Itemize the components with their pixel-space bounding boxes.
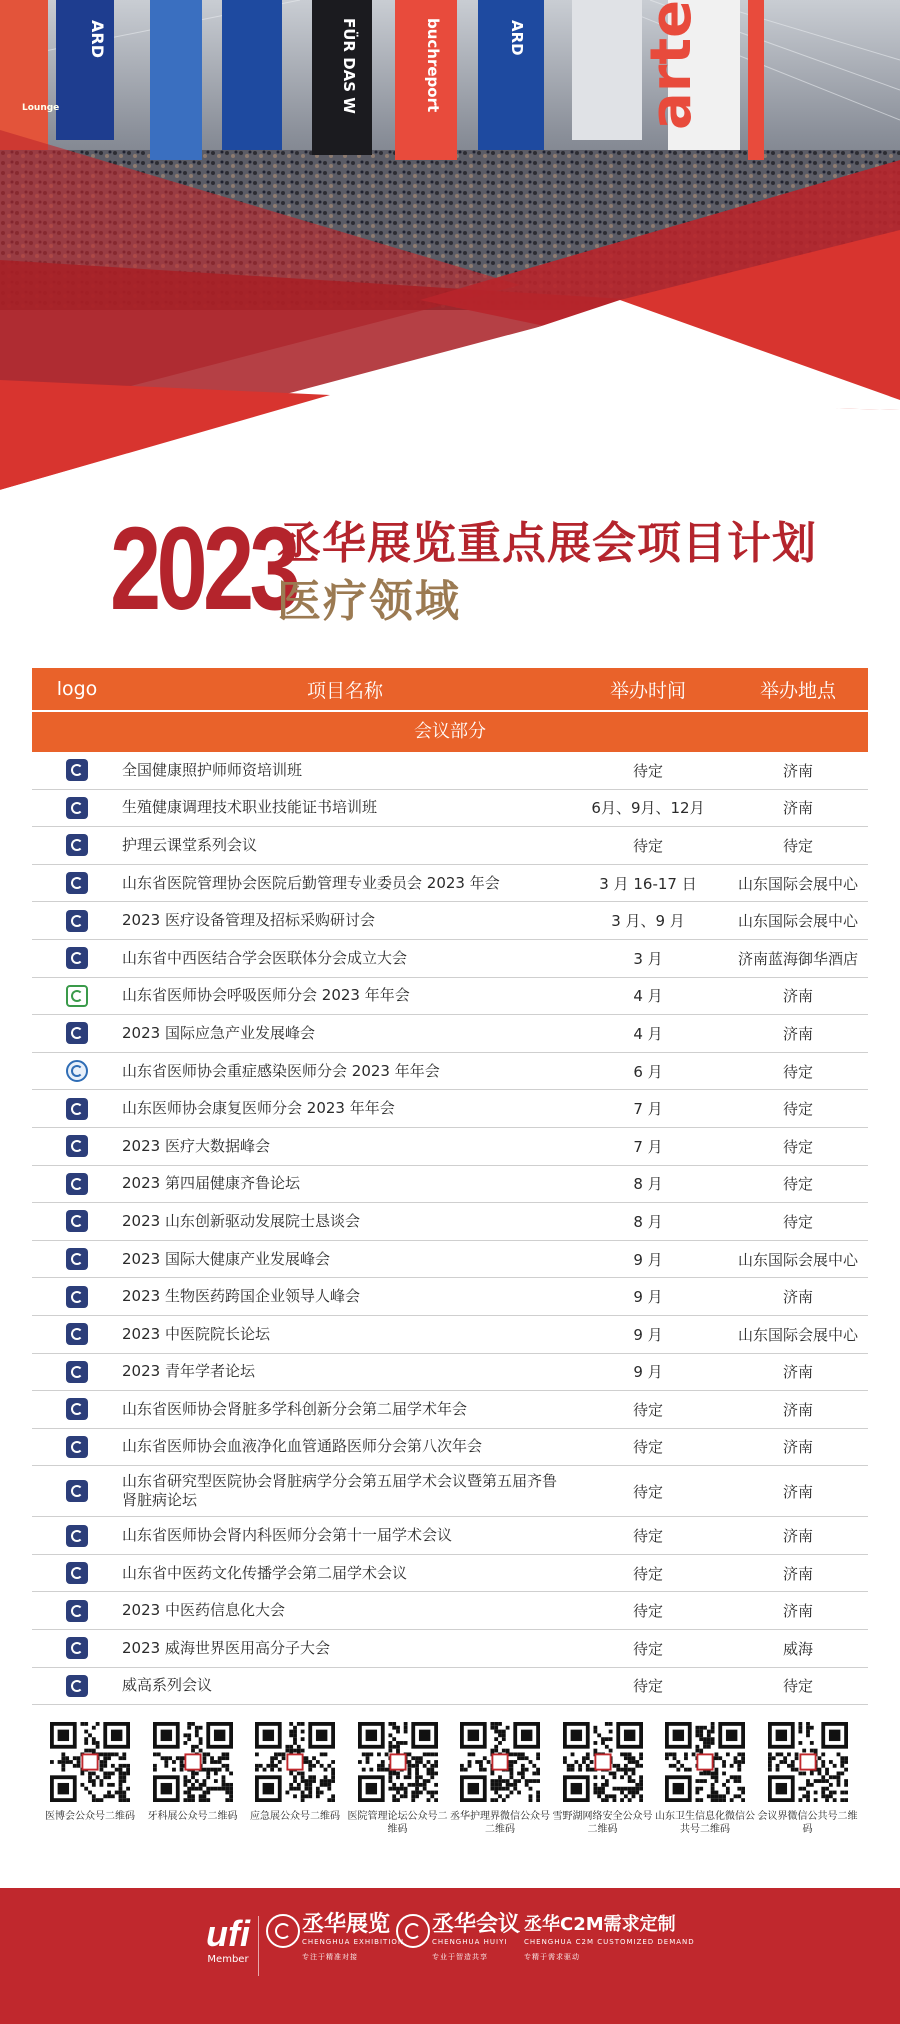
row-project-name: 2023 医疗设备管理及招标采购研讨会 xyxy=(122,911,375,930)
table-row xyxy=(32,1517,868,1555)
row-place: 济南 xyxy=(782,987,813,1006)
hero-banner xyxy=(0,0,900,500)
table-row xyxy=(32,1630,868,1668)
qr-caption: 会议界微信公共号二维码 xyxy=(757,1811,858,1835)
row-time: 9 月 xyxy=(633,1363,663,1382)
row-logo xyxy=(32,1323,122,1345)
banner-text-ard-2: ARD xyxy=(508,20,526,56)
row-logo xyxy=(32,1675,122,1697)
title-block xyxy=(110,503,830,640)
chenghua-logo-icon xyxy=(66,1286,88,1308)
row-project-name: 威高系列会议 xyxy=(122,1676,213,1695)
row-project-name: 山东省中医药文化传播学会第二届学术会议 xyxy=(122,1563,408,1582)
header-name: 项目名称 xyxy=(306,679,383,702)
qr-code-icon xyxy=(768,1722,848,1802)
qr-caption: 应急展公众号二维码 xyxy=(250,1811,340,1822)
row-time: 8 月 xyxy=(633,1212,663,1231)
row-time: 4 月 xyxy=(633,1024,663,1043)
qr-item xyxy=(553,1722,653,1836)
row-place: 待定 xyxy=(782,1100,813,1119)
banner-text-ard: ARD xyxy=(88,20,107,58)
row-project-name: 2023 中医药信息化大会 xyxy=(122,1601,285,1620)
table-row xyxy=(32,1466,868,1517)
lung-logo-icon xyxy=(66,985,88,1007)
row-time: 待定 xyxy=(632,761,663,780)
chenghua-logo-icon xyxy=(66,1210,88,1232)
chenghua-logo-icon xyxy=(66,872,88,894)
chenghua-logo-icon xyxy=(66,1562,88,1584)
row-project-name: 2023 生物医药跨国企业领导人峰会 xyxy=(122,1287,360,1306)
row-time: 6月、9月、12月 xyxy=(591,799,705,818)
row-place: 待定 xyxy=(782,836,813,855)
row-logo xyxy=(32,1436,122,1458)
table-row xyxy=(32,1241,868,1279)
brand-c2m-en: CHENGHUA C2M CUSTOMIZED DEMAND xyxy=(524,1938,695,1946)
row-place: 济南 xyxy=(782,1024,813,1043)
chenghua-logo-icon xyxy=(66,1637,88,1659)
chenghua-logo-icon xyxy=(66,1323,88,1345)
row-place: 待定 xyxy=(782,1062,813,1081)
row-time: 待定 xyxy=(632,1564,663,1583)
banner-text-fur-das: FÜR DAS W xyxy=(340,18,358,114)
qr-caption: 牙科展公众号二维码 xyxy=(147,1811,238,1822)
chenghua-logo-icon xyxy=(66,797,88,819)
table-row xyxy=(32,1053,868,1091)
row-project-name: 山东省研究型医院协会肾脏病学分会第五届学术会议暨第五届齐鲁肾脏病论坛 xyxy=(122,1472,558,1510)
row-time: 6 月 xyxy=(633,1062,663,1081)
qr-code-icon xyxy=(358,1722,438,1802)
row-place: 济南 xyxy=(782,1288,813,1307)
row-logo xyxy=(32,1480,122,1502)
brand-c2m-name: 丞华C2M需求定制 xyxy=(524,1914,676,1935)
brand-c2m xyxy=(524,1912,695,1962)
qr-caption: 山东卫生信息化微信公共号二维码 xyxy=(655,1811,755,1835)
chenghua-logo-icon xyxy=(66,1675,88,1697)
row-logo xyxy=(32,1022,122,1044)
table-row xyxy=(32,1429,868,1467)
qr-code-icon xyxy=(563,1722,643,1802)
row-project-name: 2023 医疗大数据峰会 xyxy=(122,1136,270,1155)
row-project-name: 2023 中医院院长论坛 xyxy=(122,1324,270,1343)
table-row xyxy=(32,827,868,865)
header-logo: logo xyxy=(56,678,98,700)
qr-caption: 雪野湖网络安全公众号二维码 xyxy=(552,1811,653,1835)
row-logo xyxy=(32,1525,122,1547)
row-time: 待定 xyxy=(632,836,663,855)
chenghua-logo-icon xyxy=(66,1600,88,1622)
qr-code-icon xyxy=(50,1722,130,1802)
row-time: 待定 xyxy=(632,1482,663,1501)
qr-item xyxy=(245,1722,345,1823)
row-project-name: 2023 第四届健康齐鲁论坛 xyxy=(122,1174,300,1193)
row-project-name: 2023 青年学者论坛 xyxy=(122,1362,255,1381)
brand-exhibition-en: CHENGHUA EXHIBITION xyxy=(302,1938,405,1946)
chenghua-exhibition-logo-icon xyxy=(266,1914,300,1948)
row-project-name: 山东省医师协会肾脏多学科创新分会第二届学术年会 xyxy=(122,1399,468,1418)
row-logo xyxy=(32,947,122,969)
row-time: 待定 xyxy=(632,1639,663,1658)
ufi-member: Member xyxy=(207,1954,249,1965)
row-logo xyxy=(32,1286,122,1308)
qr-item xyxy=(758,1722,858,1836)
qr-code-icon xyxy=(255,1722,335,1802)
row-logo xyxy=(32,1098,122,1120)
row-place: 待定 xyxy=(782,1137,813,1156)
chenghua-logo-icon xyxy=(66,1173,88,1195)
row-logo xyxy=(32,1600,122,1622)
row-time: 3 月 xyxy=(633,949,663,968)
qr-code-strip xyxy=(40,1722,860,1852)
table-row xyxy=(32,1015,868,1053)
row-time: 4 月 xyxy=(633,987,663,1006)
qr-caption: 医院管理论坛公众号二维码 xyxy=(347,1811,448,1835)
row-logo xyxy=(32,1562,122,1584)
page-title: 丞华展览重点展会项目计划 xyxy=(277,518,817,569)
row-place: 济南 xyxy=(782,761,813,780)
table-row xyxy=(32,1391,868,1429)
chenghua-logo-icon xyxy=(66,1248,88,1270)
row-logo xyxy=(32,797,122,819)
row-logo xyxy=(32,1637,122,1659)
row-time: 待定 xyxy=(632,1400,663,1419)
row-logo xyxy=(32,834,122,856)
row-logo xyxy=(32,1210,122,1232)
row-place: 济南 xyxy=(782,1363,813,1382)
table-row xyxy=(32,1316,868,1354)
row-project-name: 山东省医师协会血液净化血管通路医师分会第八次年会 xyxy=(122,1437,483,1456)
chenghua-logo-icon xyxy=(66,1022,88,1044)
chenghua-logo-icon xyxy=(66,947,88,969)
table-row xyxy=(32,1166,868,1204)
table-row xyxy=(32,1278,868,1316)
header-time: 举办时间 xyxy=(609,679,686,702)
ufi-logo xyxy=(206,1914,250,1965)
table-row xyxy=(32,1203,868,1241)
row-logo xyxy=(32,872,122,894)
row-logo xyxy=(32,985,122,1007)
row-logo xyxy=(32,1248,122,1270)
row-project-name: 2023 国际大健康产业发展峰会 xyxy=(122,1249,330,1268)
qr-caption: 医博会公众号二维码 xyxy=(45,1811,135,1822)
row-place: 济南 xyxy=(782,1564,813,1583)
title-year: 2023 xyxy=(110,503,297,635)
banner-text-arte: arte xyxy=(639,0,704,130)
row-project-name: 2023 威海世界医用高分子大会 xyxy=(122,1638,330,1657)
row-time: 3 月 16-17 日 xyxy=(599,874,697,893)
page-subtitle: 医疗领域 xyxy=(277,576,461,627)
chenghua-huiyi-logo-icon xyxy=(396,1914,430,1948)
project-table xyxy=(32,668,868,1705)
row-time: 9 月 xyxy=(633,1325,663,1344)
brand-exhibition-slogan: 专注于精准对接 xyxy=(302,1953,358,1961)
brand-huiyi-en: CHENGHUA HUIYI xyxy=(432,1938,508,1946)
table-row xyxy=(32,1354,868,1392)
banner-text-lounge: Lounge xyxy=(22,103,60,113)
row-project-name: 2023 国际应急产业发展峰会 xyxy=(122,1023,315,1042)
row-logo xyxy=(32,1361,122,1383)
row-place: 山东国际会展中心 xyxy=(737,874,858,893)
chenghua-logo-icon xyxy=(66,1135,88,1157)
section-header: 会议部分 xyxy=(32,710,868,752)
row-project-name: 山东省中西医结合学会医联体分会成立大会 xyxy=(122,948,408,967)
seal-logo-icon xyxy=(66,1060,88,1082)
table-row xyxy=(32,902,868,940)
row-time: 3 月、9 月 xyxy=(611,912,685,931)
table-row xyxy=(32,1128,868,1166)
row-logo xyxy=(32,759,122,781)
table-row xyxy=(32,790,868,828)
row-place: 山东国际会展中心 xyxy=(737,1250,858,1269)
qr-code-icon xyxy=(665,1722,745,1802)
ufi-text: ufi xyxy=(206,1913,250,1954)
chenghua-logo-icon xyxy=(66,1525,88,1547)
row-project-name: 山东省医师协会重症感染医师分会 2023 年年会 xyxy=(122,1061,440,1080)
row-place: 济南 xyxy=(782,1438,813,1457)
banner-text-buchreport: buchreport xyxy=(424,18,442,113)
row-place: 威海 xyxy=(782,1639,813,1658)
row-place: 济南 xyxy=(782,799,813,818)
row-time: 7 月 xyxy=(633,1100,663,1119)
row-place: 济南 xyxy=(782,1482,813,1501)
chenghua-logo-icon xyxy=(66,1398,88,1420)
qr-item xyxy=(40,1722,140,1823)
table-row xyxy=(32,1668,868,1706)
qr-item xyxy=(143,1722,243,1823)
chenghua-logo-icon xyxy=(66,1361,88,1383)
row-project-name: 2023 山东创新驱动发展院士恳谈会 xyxy=(122,1211,360,1230)
brand-exhibition-name: 丞华展览 xyxy=(302,1912,391,1937)
row-project-name: 全国健康照护师师资培训班 xyxy=(122,760,303,779)
row-logo xyxy=(32,1135,122,1157)
row-time: 9 月 xyxy=(633,1288,663,1307)
row-project-name: 山东省医师协会呼吸医师分会 2023 年年会 xyxy=(122,986,410,1005)
row-place: 济南 xyxy=(782,1400,813,1419)
row-place: 待定 xyxy=(782,1677,813,1696)
row-logo xyxy=(32,1173,122,1195)
chenghua-logo-icon xyxy=(66,910,88,932)
row-logo xyxy=(32,1398,122,1420)
brand-huiyi-name: 丞华会议 xyxy=(432,1912,521,1937)
header-place: 举办地点 xyxy=(759,679,836,702)
row-time: 待定 xyxy=(632,1438,663,1457)
row-place: 山东国际会展中心 xyxy=(737,912,858,931)
row-place: 济南 xyxy=(782,1527,813,1546)
chenghua-logo-icon xyxy=(66,1480,88,1502)
row-project-name: 生殖健康调理技术职业技能证书培训班 xyxy=(122,798,378,817)
row-time: 待定 xyxy=(632,1677,663,1696)
row-logo xyxy=(32,1060,122,1082)
table-row xyxy=(32,1555,868,1593)
brand-huiyi xyxy=(432,1912,520,1962)
row-time: 9 月 xyxy=(633,1250,663,1269)
chenghua-logo-icon xyxy=(66,759,88,781)
chenghua-logo-icon xyxy=(66,834,88,856)
qr-code-icon xyxy=(153,1722,233,1802)
table-row xyxy=(32,978,868,1016)
row-place: 待定 xyxy=(782,1212,813,1231)
table-body xyxy=(32,752,868,1705)
row-project-name: 山东省医院管理协会医院后勤管理专业委员会 2023 年会 xyxy=(122,873,500,892)
table-row xyxy=(32,865,868,903)
row-project-name: 山东医师协会康复医师分会 2023 年年会 xyxy=(122,1099,395,1118)
brand-exhibition xyxy=(302,1912,404,1962)
qr-item xyxy=(348,1722,448,1836)
qr-code-icon xyxy=(460,1722,540,1802)
table-row xyxy=(32,1090,868,1128)
table-header xyxy=(32,668,868,710)
table-row xyxy=(32,752,868,790)
row-time: 待定 xyxy=(632,1527,663,1546)
row-place: 待定 xyxy=(782,1175,813,1194)
row-time: 7 月 xyxy=(633,1137,663,1156)
footer xyxy=(0,1888,900,2024)
qr-item xyxy=(655,1722,755,1836)
table-row xyxy=(32,1592,868,1630)
qr-caption: 丞华护理界微信公众号二维码 xyxy=(450,1811,550,1835)
qr-item xyxy=(450,1722,550,1836)
row-project-name: 山东省医师协会肾内科医师分会第十一届学术会议 xyxy=(122,1526,453,1545)
row-time: 8 月 xyxy=(633,1175,663,1194)
brand-huiyi-slogan: 专业于智造共享 xyxy=(432,1953,488,1961)
row-place: 济南蓝海御华酒店 xyxy=(737,949,858,968)
row-logo xyxy=(32,910,122,932)
row-place: 济南 xyxy=(782,1602,813,1621)
footer-divider xyxy=(258,1916,259,1976)
chenghua-logo-icon xyxy=(66,1436,88,1458)
row-place: 山东国际会展中心 xyxy=(737,1325,858,1344)
row-project-name: 护理云课堂系列会议 xyxy=(122,835,258,854)
row-time: 待定 xyxy=(632,1602,663,1621)
brand-c2m-slogan: 专精于需求驱动 xyxy=(524,1953,580,1961)
table-row xyxy=(32,940,868,978)
chenghua-logo-icon xyxy=(66,1098,88,1120)
hero-illustration xyxy=(0,0,900,500)
